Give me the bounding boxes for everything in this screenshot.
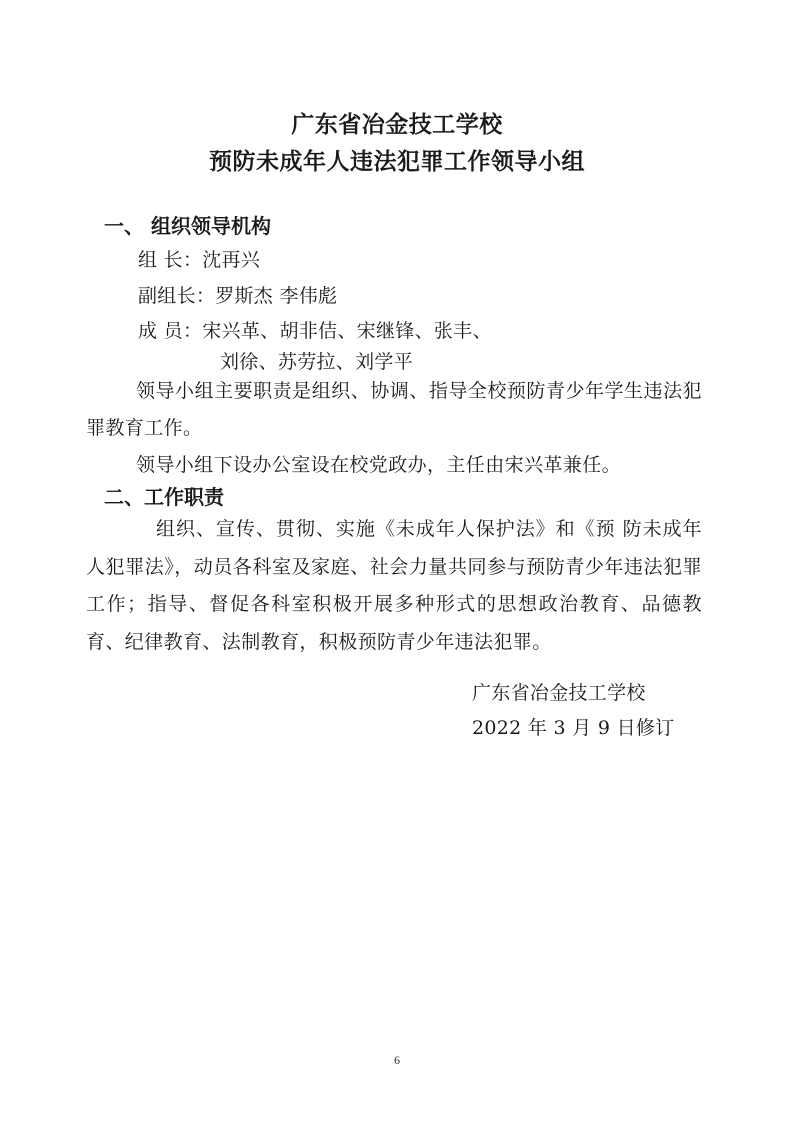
- signature-date: 2022 年 3 月 9 日修订: [472, 717, 675, 739]
- document-title-line-1: 广东省冶金技工学校: [291, 111, 503, 138]
- signature-organization: 广东省冶金技工学校: [472, 682, 646, 704]
- deputy-leader-line: 副组长：罗斯杰 李伟彪: [138, 285, 338, 307]
- section-2-paragraph: 组织、宣传、贯彻、实施《未成年人保护法》和《预 防未成年人犯罪法》，动员各科室及家庭、社会力量共同参与预防青少年违法犯罪工作；指导、督促各科室积极开展多种形式的思想政治教育、品德教育、纪律教育、法制教育，积极预防青少年违法犯罪。: [86, 518, 702, 653]
- section-1-paragraph-2: 领导小组下设办公室设在校党政办，主任由宋兴革兼任。: [136, 454, 622, 476]
- page-number: 6: [394, 1053, 400, 1067]
- members-line-1: 成 员：宋兴革、胡非佶、宋继锋、张丰、: [138, 320, 492, 342]
- leader-line: 组 长：沈再兴: [138, 249, 261, 271]
- document-title-line-2: 预防未成年人违法犯罪工作领导小组: [209, 148, 585, 175]
- section-1-paragraph-1: 领导小组主要职责是组织、协调、指导全校预防青少年学生违法犯罪教育工作。: [86, 380, 702, 439]
- section-2-heading: 二、工作职责: [104, 485, 224, 509]
- section-1-heading: 一、 组织领导机构: [104, 214, 271, 238]
- members-line-2: 刘徐、苏劳拉、刘学平: [220, 351, 414, 373]
